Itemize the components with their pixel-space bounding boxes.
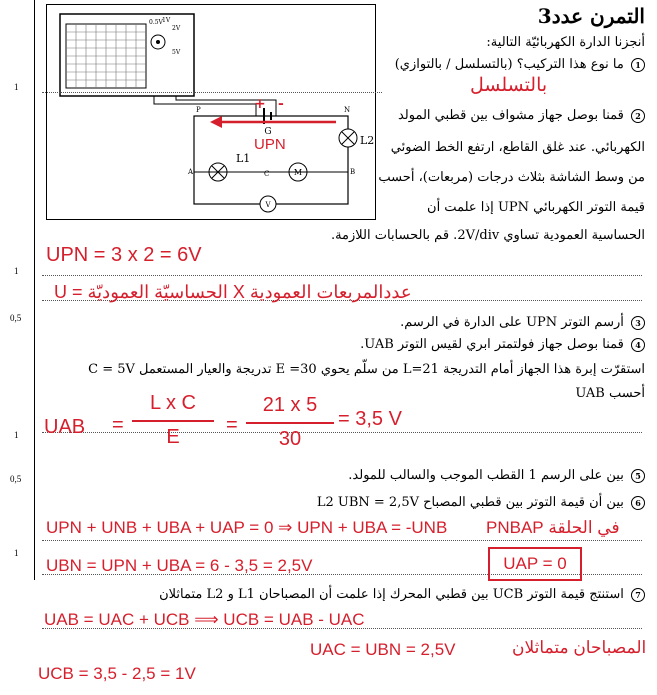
svg-text:L1: L1 xyxy=(236,152,251,165)
q4-line1: 4 قمنا بوصل جهاز فولتمتر ابري لقيس التوتر UAB. xyxy=(360,337,645,352)
svg-text:0.5V: 0.5V xyxy=(149,19,163,26)
q6-answer-1: UPN + UNB + UBA + UAP = 0 ⇒ UPN + UBA = -UNB xyxy=(46,518,448,537)
svg-text:G: G xyxy=(264,127,272,137)
q4-numerator2: 21 x 5 xyxy=(262,394,318,416)
mark-q1: 1 xyxy=(14,82,19,92)
svg-text:5V: 5V xyxy=(172,49,181,56)
q4-eq2: = xyxy=(226,414,238,436)
circuit-diagram xyxy=(46,4,376,220)
mark-q5: 0,5 xyxy=(10,474,22,484)
mark-q2: 1 xyxy=(14,266,19,276)
q5-text: 5 بين على الرسم 1 القطب الموجب والسالب للمولد. xyxy=(348,468,645,483)
svg-text:A: A xyxy=(188,168,194,176)
intro-text: أنجزنا الدارة الكهربائيّة التالية: xyxy=(486,35,645,50)
q2-answer-1: UPN = 3 x 2 = 6V xyxy=(46,244,202,266)
q2-line2: الكهربائي. عند غلق القاطع، ارتفع الخط الضوئي xyxy=(390,140,645,155)
q7-answer-1: UAB = UAC + UCB ⟹ UCB = UAB - UAC xyxy=(44,610,365,629)
q6-loop: في الحلقة PNBAP xyxy=(486,518,620,537)
svg-text:2V: 2V xyxy=(172,25,181,32)
svg-text:B: B xyxy=(350,168,356,176)
mark-q4: 1 xyxy=(14,430,19,440)
q4-denominator: E xyxy=(166,426,180,448)
q6-answer-2: UBN = UPN + UBA = 6 - 3,5 = 2,5V xyxy=(46,556,313,575)
svg-text:1V: 1V xyxy=(162,17,171,24)
minus-sign: - xyxy=(278,96,284,112)
q2-answer-2: U = الحساسيّة العموديّة X عددالمربعات العمودية xyxy=(54,282,412,302)
q4-result: = 3,5 V xyxy=(338,408,402,430)
q4-line2: استقرّت إبرة هذا الجهاز أمام التدريجة L=21 من سلّم يحوي E =30 تدريجة والعيار المستعمل C = 5V xyxy=(88,362,645,377)
q7-text: 7 استنتج قيمة التوتر UCB بين قطبي المحرك إذا علمت أن المصباحان L1 و L2 متماثلان xyxy=(159,587,645,602)
svg-text:M: M xyxy=(293,168,303,177)
q2-line4: قيمة التوتر الكهربائي UPN إذا علمت أن xyxy=(427,200,645,215)
q3-text: 3 أرسم التوتر UPN على الدارة في الرسم. xyxy=(400,315,645,330)
exercise-title: التمرن عدد3 xyxy=(537,4,645,28)
q4-line3: أحسب UAB xyxy=(575,386,645,401)
q7-answer-3: UCB = 3,5 - 2,5 = 1V xyxy=(38,664,196,683)
mark-q6: 1 xyxy=(14,548,19,558)
svg-text:P: P xyxy=(196,106,201,114)
q4-answer-lhs: UAB xyxy=(44,416,86,438)
q6-text: 6 بين أن قيمة التوتر بين قطبي المصباح L2 UBN = 2,5V xyxy=(317,495,645,510)
q4-numerator: L x C xyxy=(150,392,196,414)
q6-boxed-answer: UAP = 0 xyxy=(488,547,582,581)
q1-answer-line xyxy=(42,92,382,93)
margin-line xyxy=(34,0,35,580)
q1-answer: بالتسلسل xyxy=(470,75,548,96)
q7-note: المصباحان متماثلان xyxy=(512,638,647,657)
q4-eq1: = xyxy=(112,414,124,436)
svg-text:UPN: UPN xyxy=(254,136,286,153)
svg-text:L2: L2 xyxy=(360,134,375,147)
plus-sign: + xyxy=(254,96,266,112)
svg-text:N: N xyxy=(344,106,351,114)
q7-answer-2: UAC = UBN = 2,5V xyxy=(310,640,456,659)
q4-denominator2: 30 xyxy=(278,428,302,450)
mark-q3: 0,5 xyxy=(10,313,22,323)
q2-line3: من وسط الشاشة بثلاث درجات (مربعات)، أحسب xyxy=(378,170,645,185)
q1-text: 1 ما نوع هذا التركيب؟ (بالتسلسل / بالتوازي) xyxy=(395,57,645,72)
q2-line1: 2 قمنا بوصل جهاز مشواف بين قطبي المولد xyxy=(398,108,645,123)
q2-line5: الحساسية العمودية تساوي 2V/div. قم بالحسابات اللازمة. xyxy=(330,228,645,243)
svg-text:V: V xyxy=(265,201,271,209)
svg-text:C: C xyxy=(264,170,270,178)
